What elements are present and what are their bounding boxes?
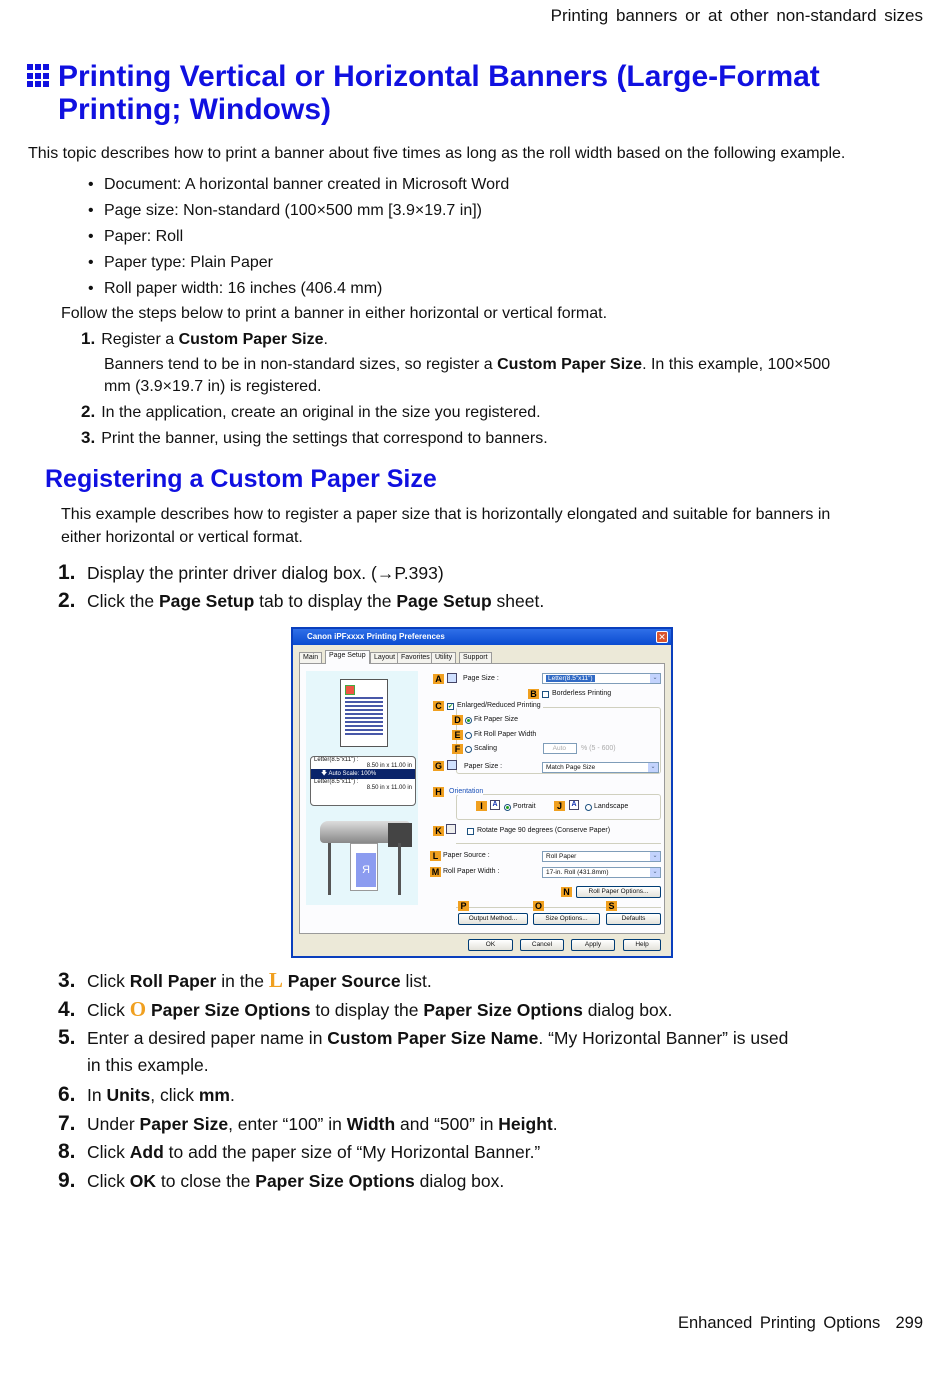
page-thumbnail	[340, 679, 388, 747]
size-info-box: Letter(8.5"x11") : 8.50 in x 11.00 in 🡇 Auto Scale: 100% Letter(8.5"x11") : 8.50 in x 11.00 in	[310, 756, 416, 806]
marker-h: H	[433, 787, 444, 797]
tab-utility[interactable]: Utility	[431, 652, 456, 663]
scaling-range: % (5 - 600)	[581, 745, 616, 752]
printing-preferences-dialog	[291, 627, 673, 958]
tab-favorites[interactable]: Favorites	[397, 652, 434, 663]
arrow-down-icon: 🡇	[321, 771, 328, 777]
divider	[456, 843, 661, 844]
marker-s: S	[606, 901, 617, 911]
tab-page-setup[interactable]: Page Setup	[325, 650, 370, 664]
step-1: 1. Display the printer driver dialog box. (→P.393)	[58, 561, 444, 584]
borderless-checkbox[interactable]	[542, 691, 549, 698]
marker-m: M	[431, 867, 440, 877]
overview-step: 2. In the application, create an original in the size you registered.	[81, 402, 541, 421]
fit-paper-radio[interactable]	[465, 717, 472, 724]
marker-f: F	[452, 744, 463, 754]
orientation-label: Orientation	[449, 788, 484, 795]
bullet-item: • Paper type: Plain Paper	[88, 254, 273, 271]
borderless-label: Borderless Printing	[552, 690, 612, 697]
rotate-checkbox[interactable]	[467, 828, 474, 835]
marker-a: A	[433, 674, 444, 684]
page-size-icon	[447, 673, 457, 683]
title-line-1: Printing Vertical or Horizontal Banners (Large-Format	[58, 60, 820, 93]
scaling-radio[interactable]	[465, 746, 472, 753]
tab-layout[interactable]: Layout	[370, 652, 399, 663]
chevron-down-icon: ⌄	[650, 852, 660, 861]
bullet-item: • Document: A horizontal banner created in Microsoft Word	[88, 176, 510, 193]
portrait-icon: A	[490, 800, 500, 810]
step-5-cont: in this example.	[87, 1055, 209, 1075]
help-button[interactable]: Help	[623, 939, 661, 951]
step-2: 2. Click the Page Setup tab to display the Page Setup sheet.	[58, 589, 545, 612]
roll-width-select[interactable]: 17-in. Roll (431.8mm) ⌄	[542, 867, 661, 878]
step-9: 9. Click OK to close the Paper Size Options dialog box.	[58, 1169, 505, 1192]
page-size-select[interactable]: Letter(8.5"x11") ⌄	[542, 673, 661, 684]
intro-text: This topic describes how to print a banner about five times as long as the roll width based on the following example.	[28, 145, 846, 162]
page-title	[27, 60, 907, 130]
close-icon[interactable]: ✕	[656, 631, 668, 643]
divider	[456, 907, 661, 908]
tab-support[interactable]: Support	[459, 652, 492, 663]
marker-d: D	[452, 715, 463, 725]
portrait-label: Portrait	[513, 803, 536, 810]
roll-width-label: Roll Paper Width :	[443, 868, 500, 875]
marker-e: E	[452, 730, 463, 740]
overview-step: 1. Register a Custom Paper Size.	[81, 329, 328, 348]
enlarged-checkbox[interactable]: ✔	[448, 704, 454, 710]
size-options-button[interactable]: Size Options...	[533, 913, 600, 925]
dialog-title: Canon iPFxxxx Printing Preferences	[293, 629, 671, 645]
paper-size-icon	[447, 760, 457, 770]
page-footer: Enhanced Printing Options 299	[678, 1314, 923, 1332]
ok-button[interactable]: OK	[468, 939, 513, 951]
apply-button[interactable]: Apply	[571, 939, 615, 951]
overview-step: 3. Print the banner, using the settings that correspond to banners.	[81, 428, 548, 447]
rotate-icon	[446, 824, 456, 834]
grid-icon	[27, 64, 51, 88]
bullet-item: • Page size: Non-standard (100×500 mm [3.9×19.7 in])	[88, 202, 482, 219]
marker-k: K	[433, 826, 444, 836]
portrait-radio[interactable]	[504, 804, 511, 811]
section-para-cont: either horizontal or vertical format.	[61, 529, 303, 546]
roll-paper-options-button[interactable]: Roll Paper Options...	[576, 886, 661, 898]
cancel-button[interactable]: Cancel	[520, 939, 564, 951]
step-8: 8. Click Add to add the paper size of “My Horizontal Banner.”	[58, 1140, 541, 1163]
overview-note-cont: mm (3.9×19.7 in) is registered.	[104, 378, 322, 395]
marker-j: J	[554, 801, 565, 811]
overview-note: Banners tend to be in non-standard sizes, so register a Custom Paper Size. In this example, 100×500	[104, 356, 831, 373]
scaling-label: Scaling	[474, 745, 497, 752]
running-header: Printing banners or at other non-standard sizes	[550, 6, 923, 25]
enlarged-label: Enlarged/Reduced Printing	[457, 702, 541, 709]
tab-main[interactable]: Main	[299, 652, 322, 663]
step-4: 4. Click O Paper Size Options to display the Paper Size Options dialog box.	[58, 997, 673, 1021]
chevron-down-icon: ⌄	[648, 763, 658, 772]
landscape-radio[interactable]	[585, 804, 592, 811]
marker-o: O	[534, 901, 542, 911]
paper-source-select[interactable]: Roll Paper ⌄	[542, 851, 661, 862]
fit-roll-label: Fit Roll Paper Width	[474, 731, 537, 738]
marker-l: L	[430, 851, 441, 861]
marker-o-inline: O	[129, 997, 147, 1021]
marker-c: C	[433, 701, 444, 711]
printer-illustration-icon: R	[318, 817, 413, 899]
fit-paper-label: Fit Paper Size	[474, 716, 518, 723]
section-heading: Registering a Custom Paper Size	[45, 465, 437, 493]
defaults-button[interactable]: Defaults	[606, 913, 661, 925]
bullet-item: • Paper: Roll	[88, 228, 184, 245]
title-line-2: Printing; Windows)	[58, 93, 332, 126]
landscape-label: Landscape	[594, 803, 629, 810]
marker-i: I	[476, 801, 487, 811]
marker-n: N	[561, 887, 572, 897]
rotate-label: Rotate Page 90 degrees (Conserve Paper)	[477, 827, 611, 834]
step-5: 5. Enter a desired paper name in Custom Paper Size Name. “My Horizontal Banner” is used	[58, 1026, 789, 1049]
marker-p: P	[458, 901, 469, 911]
landscape-icon: A	[569, 800, 579, 810]
page-size-label: Page Size :	[463, 675, 499, 682]
fit-roll-radio[interactable]	[465, 732, 472, 739]
section-para: This example describes how to register a paper size that is horizontally elongated and suitable for banners in	[61, 506, 831, 523]
step-6: 6. In Units, click mm.	[58, 1083, 235, 1106]
marker-l-inline: L	[268, 968, 283, 992]
step-7: 7. Under Paper Size, enter “100” in Width and “500” in Height.	[58, 1112, 558, 1135]
follow-text: Follow the steps below to print a banner in either horizontal or vertical format.	[61, 305, 608, 322]
output-method-button[interactable]: Output Method...	[458, 913, 528, 925]
paper-size-label: Paper Size :	[464, 763, 503, 770]
marker-b: B	[528, 689, 539, 699]
bullet-item: • Roll paper width: 16 inches (406.4 mm)	[88, 280, 383, 297]
scaling-spinner[interactable]: Auto	[543, 743, 577, 754]
step-3: 3. Click Roll Paper in the L Paper Source list.	[58, 968, 432, 992]
chevron-down-icon: ⌄	[650, 868, 660, 877]
marker-g: G	[434, 761, 442, 771]
chevron-down-icon: ⌄	[650, 674, 660, 683]
paper-size-select[interactable]: Match Page Size ⌄	[542, 762, 659, 773]
page-number: 299	[895, 1314, 923, 1332]
paper-source-label: Paper Source :	[443, 852, 490, 859]
